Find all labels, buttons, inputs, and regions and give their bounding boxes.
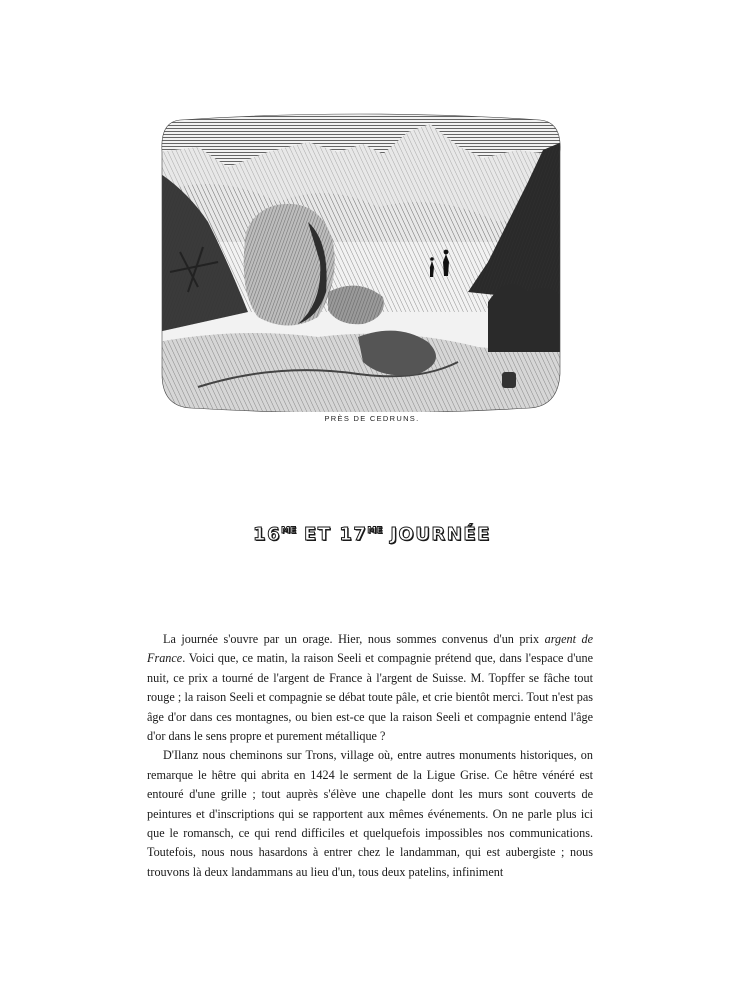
paragraph-1-text-b: . Voici que, ce matin, la raison Seeli et compagnie prétend que, dans l'espace d'une nuit, ce prix a tourné de l'argent de France à l'argent de Suisse. M. Topffer se fâche tout rouge ; la raison Seeli et compagnie se débat toute pâle, et crie bientôt merci. Tout n'est pas âge d'or dans ces montagnes, ou bien est-ce que la raison Seeli et compagnie entend l'âge d'or dans le sens propre et purement métallique ? bbox=[147, 651, 593, 744]
heading-day-17: 17 bbox=[339, 524, 368, 545]
heading-ordinal-2: ME bbox=[367, 526, 383, 536]
paragraph-2 bbox=[147, 746, 593, 882]
chapter-heading bbox=[0, 524, 744, 545]
heading-ordinal-1: ME bbox=[281, 526, 297, 536]
mountain-landscape-engraving bbox=[158, 112, 562, 412]
paragraph-1-italic: argent de France bbox=[147, 632, 593, 666]
paragraph-1 bbox=[147, 630, 593, 746]
body-text bbox=[147, 630, 593, 882]
paragraph-2-text: D'Ilanz nous cheminons sur Trons, village où, entre autres monuments historiques, on remarque le hêtre qui abrita en 1424 le serment de la Ligue Grise. Ce hêtre vénéré est entouré d'une grille ; tout auprès s'élève une chapelle dont les murs sont couverts de peintures et d'inscriptions qui se rapportent aux mêmes événements. On ne parle plus ici que le romansch, ce qui rend difficiles et quelquefois impossibles nos communications. Toutefois, nous nous hasardons à entrer chez le landamman, qui est aubergiste ; nous trouvons là deux landammans au lieu d'un, tous deux patelins, infiniment bbox=[147, 748, 593, 879]
paragraph-1-text-a: La journée s'ouvre par un orage. Hier, nous sommes convenus d'un prix bbox=[163, 632, 545, 646]
heading-conjunction: ET bbox=[304, 524, 332, 545]
illustration-caption: PRÈS DE CEDRUNS. bbox=[324, 414, 420, 423]
heading-day-16: 16 bbox=[253, 524, 282, 545]
heading-word: JOURNÉE bbox=[390, 524, 491, 545]
